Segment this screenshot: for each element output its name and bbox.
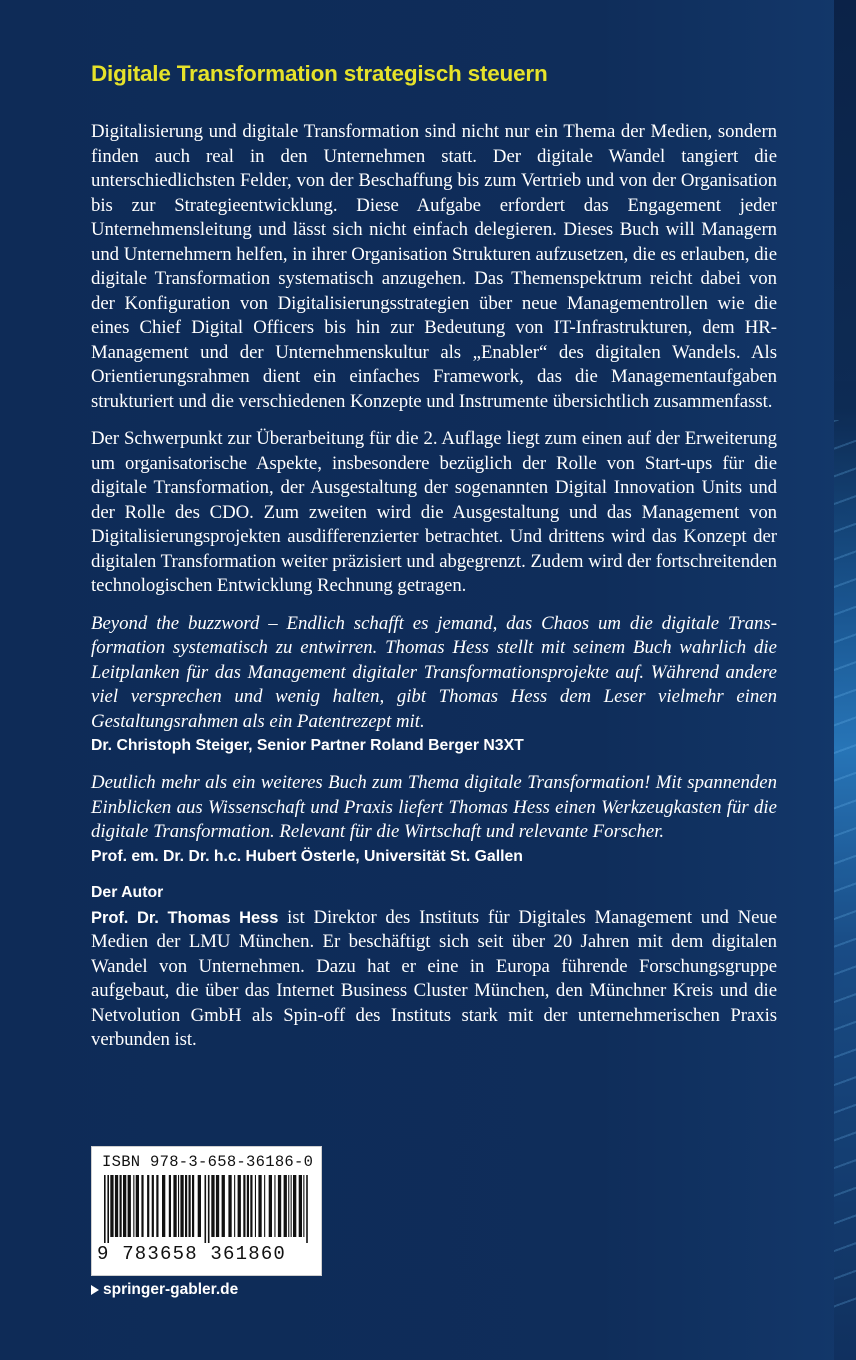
barcode-bar xyxy=(255,1175,256,1237)
arrow-right-icon xyxy=(91,1285,99,1295)
barcode-bar xyxy=(123,1175,126,1237)
barcode-bar xyxy=(128,1175,131,1237)
barcode-bar xyxy=(141,1175,143,1237)
author-bio-text: ist Direktor des Instituts für Digitales Management und Neue Medien der LMU München. Er beschäftigt sich seit über 20 Jahren mit dem digitalen Wandel von Unternehmen. Dazu hat er eine in Europa führende Forschungsgruppe aufgebaut, die über das Internet Business Cluster München, den Münchner Kreis und die Netvolution GmbH als Spin-off des Instituts stark mit der unternehmerischen Praxis verbunden ist. xyxy=(91,906,778,1050)
description-paragraph: Der Schwerpunkt zur Überarbeitung für die 2. Auflage liegt zum einen auf der Erweiterung um organisatorische Aspekte, insbesondere bezüglich der Rolle von Start-ups für die digitale Transformation, der Ausgestaltung der sogenannten Digital Innovation Units und der Rolle des CDO. Zum zweiten wird die Ausgestaltung und das Management von Digitalisierungsprojekten ausdifferenzierter betrachtet. Und drittens wird das Konzept der digitalen Transformation weiter präzisiert und abgegrenzt. Zudem wird der fortschreitenden technologischen Entwicklung Rechnung getragen. xyxy=(91,428,777,596)
barcode-bar xyxy=(205,1175,207,1243)
barcode-bar xyxy=(288,1175,289,1237)
barcode-bar xyxy=(152,1175,154,1237)
barcode-bar xyxy=(180,1175,183,1237)
book-title: Digitale Transformation strategisch steuern xyxy=(91,61,548,86)
barcode-bar xyxy=(238,1175,241,1237)
barcode-bar xyxy=(169,1175,171,1237)
barcode-bar xyxy=(250,1175,252,1237)
author-bio xyxy=(91,906,777,1053)
barcode-bar xyxy=(258,1175,261,1237)
review-quote: Deutlich mehr als ein weiteres Buch zum Thema digitale Transformation! Mit spannenden Einblicken aus Wissenschaft und Praxis liefert Thomas Hess einen Werkzeugkasten für die digitale Transformation. Relevant für die Wirtschaft und relevante Forscher. xyxy=(91,772,777,842)
barcode-bar xyxy=(299,1175,302,1237)
author-name: Prof. Dr. Thomas Hess xyxy=(91,908,279,927)
barcode-bar xyxy=(192,1175,194,1237)
review-attribution: Dr. Christoph Steiger, Senior Partner Roland Berger N3XT xyxy=(91,737,524,754)
barcode-bar xyxy=(104,1175,106,1243)
spine-decoration xyxy=(834,0,856,1360)
barcode-icon xyxy=(104,1175,310,1243)
review-quote: Beyond the buzzword – Endlich schafft es jemand, das Chaos um die digitale Transformation systematisch zu entwirren. Thomas Hess stellt mit seinem Buch wahrlich die Leitplanken für das Management digitaler Transformationsprojekte auf. Während andere viel versprechen und wenig halten, gibt Thomas Hess dem Leser vielmehr einen Gestaltungsrahmen als ein Patentrezept mit. xyxy=(91,612,777,732)
barcode-bar xyxy=(198,1175,201,1237)
barcode-bar xyxy=(133,1175,134,1237)
barcode-bar xyxy=(243,1175,245,1237)
barcode-bar xyxy=(247,1175,249,1237)
barcode-bar xyxy=(173,1175,176,1237)
barcode-bar xyxy=(274,1175,275,1237)
author-heading: Der Autor xyxy=(91,883,164,901)
barcode-bar xyxy=(264,1175,265,1237)
barcode-bar xyxy=(120,1175,122,1237)
barcode-bar xyxy=(291,1175,292,1237)
barcode-bar xyxy=(303,1175,304,1237)
barcode-bar xyxy=(284,1175,287,1237)
description-paragraph: Digitalisierung und digitale Transformation sind nicht nur ein Thema der Medien, sondern finden auch real in den Unternehmen statt. Der digitale Wandel tangiert die unterschiedlichsten Felder, von der Beschaffung bis zum Vertrieb und von der Organisation bis zur Strategieentwicklung. Diese Aufgabe erfordert das Engagement jeder Unternehmensleitung und lässt sich nicht einfach delegieren. Dieses Buch will Managern und Unternehmern helfen, in ihrer Organisation Strukturen aufzusetzen, die es erlauben, die digitale Transformation systematisch anzugehen. Das Themenspektrum reicht dabei von der Konfiguration von Digitalisierungsstrategien über neue Managementrollen wie die eines Chief Digital Officers bis hin zur Bedeutung von IT-Infrastrukturen, dem HR-Management und der Unternehmenskultur als „Enabler“ des digitalen Wandels. Als Orientierungsrahmen dient ein einfaches Framework, das die Managementaufgaben strukturiert und die verschiedenen Konzepte und Instrumente übersichtlich zusammenfasst. xyxy=(91,121,777,412)
barcode-bar xyxy=(136,1175,139,1237)
barcode-bar xyxy=(189,1175,191,1237)
barcode-bar xyxy=(216,1175,219,1237)
isbn-label: ISBN 978-3-658-36186-0 xyxy=(102,1153,314,1171)
barcode-bar xyxy=(147,1175,149,1237)
barcode-bar xyxy=(162,1175,165,1237)
barcode-bar xyxy=(185,1175,187,1237)
barcode-bar xyxy=(228,1175,231,1237)
barcode-bar xyxy=(269,1175,272,1237)
review-attribution: Prof. em. Dr. Dr. h.c. Hubert Österle, Universität St. Gallen xyxy=(91,847,523,865)
barcode-bar xyxy=(156,1175,158,1237)
barcode-bar xyxy=(306,1175,308,1243)
isbn-barcode xyxy=(91,1146,322,1276)
barcode-digits: 9 783658 361860 xyxy=(97,1243,287,1265)
website-link[interactable] xyxy=(91,1281,238,1299)
barcode-bar xyxy=(222,1175,225,1237)
barcode-bar xyxy=(110,1175,113,1237)
barcode-bar xyxy=(208,1175,210,1243)
barcode-bar xyxy=(115,1175,118,1237)
barcode-bar xyxy=(293,1175,296,1237)
barcode-bar xyxy=(278,1175,281,1237)
barcode-bar xyxy=(178,1175,179,1237)
barcode-bar xyxy=(234,1175,235,1237)
back-cover-text xyxy=(91,58,777,1066)
barcode-bar xyxy=(107,1175,109,1243)
barcode-bar xyxy=(211,1175,214,1237)
website-link-label: springer-gabler.de xyxy=(103,1281,239,1298)
